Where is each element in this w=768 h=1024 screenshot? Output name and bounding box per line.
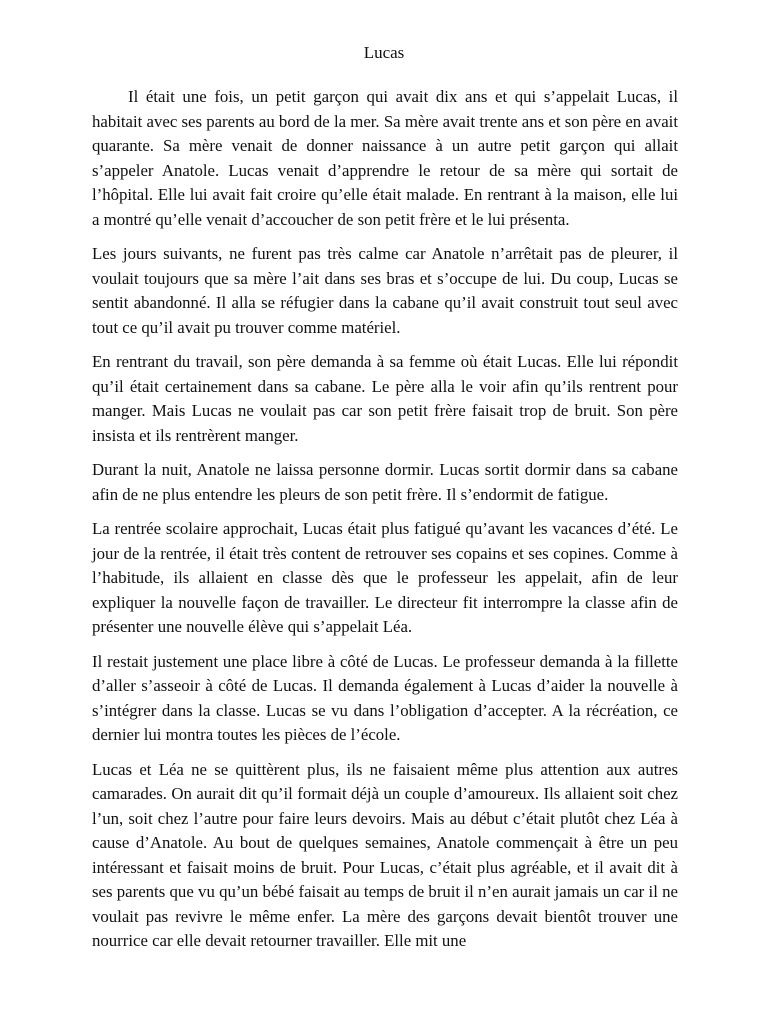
paragraph-2: Les jours suivants, ne furent pas très calme car Anatole n’arrêtait pas de pleurer, il voulait toujours que sa mère l’ait dans ses bras et s’occupe de lui. Du coup, Lucas se sentit abandonné. Il alla se réfugier dans la cabane qu’il avait construit tout seul avec tout ce qu’il avait pu trouver comme matériel. — [92, 244, 678, 337]
paragraph-4: Durant la nuit, Anatole ne laissa personne dormir. Lucas sortit dormir dans sa cabane afin de ne plus entendre les pleurs de son petit frère. Il s’endormit de fatigue. — [92, 460, 678, 504]
document-body — [92, 85, 678, 964]
document-title: Lucas — [363, 43, 405, 62]
paragraph-6: Il restait justement une place libre à côté de Lucas. Le professeur demanda à la fillette d’aller s’asseoir à côté de Lucas. Il demanda également à Lucas d’aider la nouvelle à s’intégrer dans la classe. Lucas se vu dans l’obligation d’accepter. A la récréation, ce dernier lui montra toutes les pièces de l’école. — [92, 651, 678, 744]
paragraph-1: Il était une fois, un petit garçon qui avait dix ans et qui s’appelait Lucas, il habitait avec ses parents au bord de la mer. Sa mère avait trente ans et son père en avait quarante. Sa mère venait de donner naissance à un autre petit garçon qui allait s’appeler Anatole. Lucas venait d’apprendre le retour de sa mère qui sortait de l’hôpital. Elle lui avait fait croire qu’elle était malade. En rentrant à la maison, elle lui a montré qu’elle venait d’accoucher de son petit frère et le lui présenta. — [92, 87, 678, 229]
paragraph-3: En rentrant du travail, son père demanda à sa femme où était Lucas. Elle lui répondit qu’il était certainement dans sa cabane. Le père alla le voir afin qu’ils rentrent pour manger. Mais Lucas ne voulait pas car son petit frère faisait trop de bruit. Son père insista et ils rentrèrent manger. — [92, 352, 678, 445]
paragraph-7: Lucas et Léa ne se quittèrent plus, ils ne faisaient même plus attention aux autres camarades. On aurait dit qu’il formait déjà un couple d’amoureux. Ils allaient soit chez l’un, soit chez l’autre pour faire leurs devoirs. Mais au début c’était plutôt chez Léa à cause d’Anatole. Au bout de quelques semaines, Anatole commençait à être un peu intéressant et faisait moins de bruit. Pour Lucas, c’était plus agréable, et il avait dit à ses parents que vu qu’un bébé faisait au temps de bruit il n’en aurait jamais un car il ne voulait pas revivre le même enfer. La mère des garçons devait bientôt trouver une nourrice car elle devait retourner travailler. Elle mit une — [92, 759, 678, 950]
paragraph-5: La rentrée scolaire approchait, Lucas était plus fatigué qu’avant les vacances d’été. Le jour de la rentrée, il était très content de retrouver ses copains et ses copines. Comme à l’habitude, ils allaient en classe dès que le professeur les appelait, afin de leur expliquer la nouvelle façon de travailler. Le directeur fit interrompre la classe afin de présenter une nouvelle élève qui s’appelait Léa. — [92, 519, 678, 636]
